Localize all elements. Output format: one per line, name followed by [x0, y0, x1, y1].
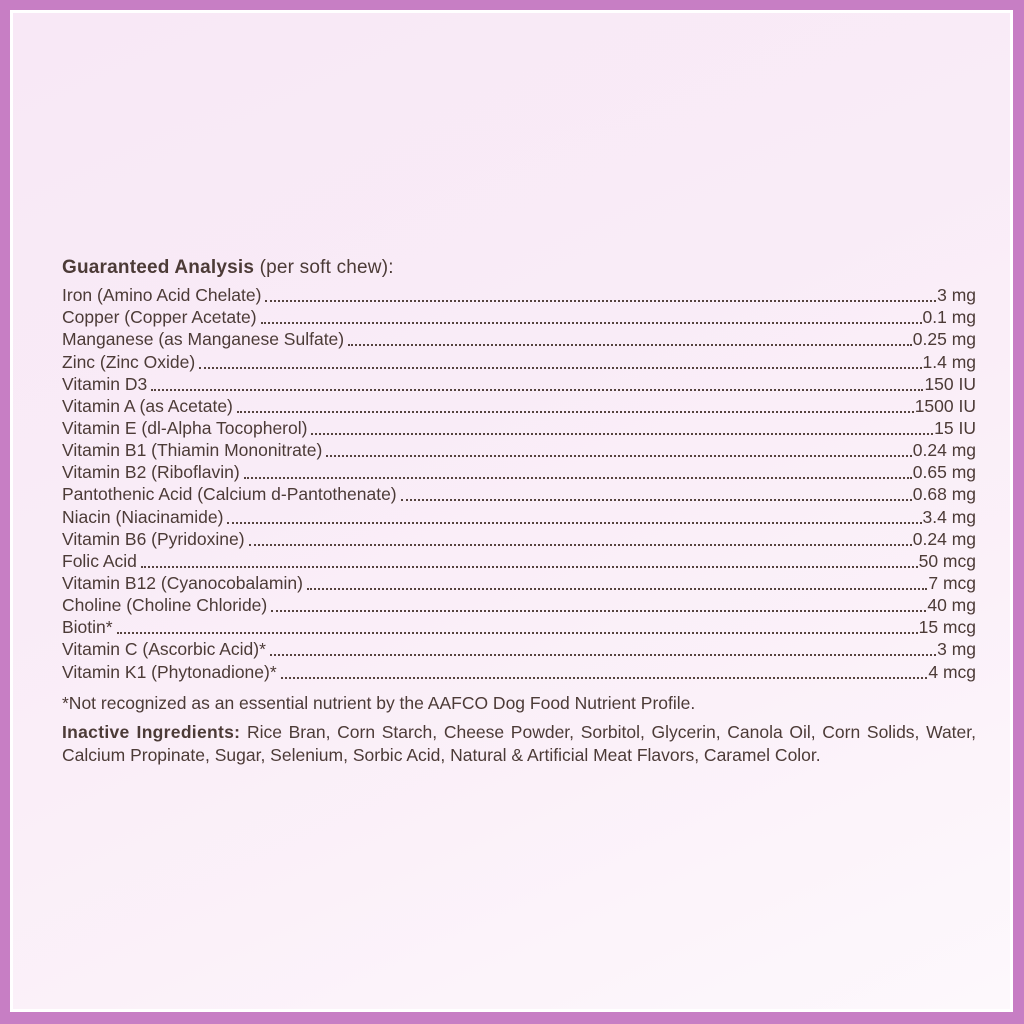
- nutrient-label: Folic Acid: [62, 550, 137, 571]
- nutrient-value: 0.24 mg: [912, 440, 976, 461]
- dot-leader: [237, 411, 914, 413]
- nutrient-value: 0.65 mg: [912, 462, 976, 483]
- nutrient-label: Vitamin D3: [62, 373, 148, 394]
- dot-leader: [307, 588, 927, 590]
- nutrient-row: [62, 461, 976, 483]
- nutrient-row: [62, 328, 976, 350]
- nutrient-label: Vitamin B1 (Thiamin Mononitrate): [62, 440, 323, 461]
- nutrient-label: Copper (Copper Acetate): [62, 307, 257, 328]
- nutrient-row: [62, 395, 976, 417]
- nutrient-row: [62, 616, 976, 638]
- nutrient-label: Vitamin B2 (Riboflavin): [62, 462, 240, 483]
- nutrient-row: [62, 284, 976, 306]
- nutrient-row: [62, 638, 976, 660]
- dot-leader: [151, 389, 923, 391]
- aafco-footnote: *Not recognized as an essential nutrient by the AAFCO Dog Food Nutrient Profile.: [62, 692, 696, 713]
- nutrient-row: [62, 306, 976, 328]
- nutrient-label: Vitamin E (dl-Alpha Tocopherol): [62, 417, 308, 438]
- nutrient-value: 3.4 mg: [922, 506, 976, 527]
- guaranteed-analysis-title: [62, 256, 976, 279]
- nutrient-label: Vitamin K1 (Phytonadione)*: [62, 661, 277, 682]
- nutrient-value: 7 mcg: [928, 572, 976, 593]
- nutrient-value: 0.24 mg: [912, 528, 976, 549]
- nutrient-row: [62, 505, 976, 527]
- dot-leader: [265, 300, 936, 302]
- nutrient-value: 3 mg: [937, 639, 976, 660]
- inactive-ingredients-text: Rice Bran, Corn Starch, Cheese Powder, Sorbitol, Glycerin, Canola Oil, Corn Solids, Water, Calcium Propinate, Sugar, Selenium, Sorbic Acid, Natural & Artificial Meat Flavors, Caramel Color.: [62, 721, 977, 766]
- nutrient-row: [62, 550, 976, 572]
- nutrient-value: 150 IU: [924, 373, 976, 394]
- dot-leader: [199, 367, 921, 369]
- dot-leader: [244, 477, 912, 479]
- nutrient-row: [62, 528, 976, 550]
- nutrient-label: Biotin*: [62, 617, 113, 638]
- nutrient-value: 3 mg: [937, 285, 976, 306]
- nutrient-row: [62, 373, 976, 395]
- nutrient-row: [62, 660, 976, 682]
- label-frame: [10, 10, 1013, 1012]
- nutrient-label: Vitamin C (Ascorbic Acid)*: [62, 639, 266, 660]
- nutrient-value: 40 mg: [927, 595, 976, 616]
- dot-leader: [249, 544, 912, 546]
- nutrient-label: Vitamin A (as Acetate): [62, 395, 233, 416]
- nutrient-label: Niacin (Niacinamide): [62, 506, 224, 527]
- nutrient-label: Iron (Amino Acid Chelate): [62, 285, 262, 306]
- dot-leader: [117, 632, 918, 634]
- nutrient-row: [62, 350, 976, 372]
- dot-leader: [261, 322, 922, 324]
- dot-leader: [348, 344, 912, 346]
- nutrient-value: 15 mcg: [918, 617, 976, 638]
- dot-leader: [401, 499, 912, 501]
- inactive-ingredients-heading: Inactive Ingredients:: [62, 721, 241, 742]
- nutrient-row: [62, 439, 976, 461]
- dot-leader: [141, 566, 918, 568]
- nutrient-table: [62, 284, 976, 683]
- nutrient-value: 15 IU: [934, 417, 976, 438]
- nutrient-row: [62, 417, 976, 439]
- nutrient-value: 4 mcg: [928, 661, 976, 682]
- nutrient-label: Vitamin B6 (Pyridoxine): [62, 528, 245, 549]
- nutrient-label: Zinc (Zinc Oxide): [62, 351, 196, 372]
- inactive-ingredients: [62, 721, 976, 768]
- guaranteed-analysis-title-suffix: (per soft chew):: [254, 257, 394, 278]
- dot-leader: [270, 654, 936, 656]
- dot-leader: [271, 610, 926, 612]
- dot-leader: [281, 677, 928, 679]
- nutrient-row: [62, 594, 976, 616]
- nutrient-value: 1500 IU: [914, 395, 976, 416]
- nutrient-value: 50 mcg: [918, 550, 976, 571]
- nutrient-label: Pantothenic Acid (Calcium d-Pantothenate): [62, 484, 397, 505]
- nutrient-value: 0.1 mg: [922, 307, 976, 328]
- nutrient-row: [62, 483, 976, 505]
- label-content: [62, 256, 976, 768]
- nutrient-label: Vitamin B12 (Cyanocobalamin): [62, 572, 303, 593]
- nutrient-value: 1.4 mg: [922, 351, 976, 372]
- nutrient-value: 0.25 mg: [912, 329, 976, 350]
- nutrient-row: [62, 572, 976, 594]
- dot-leader: [311, 433, 933, 435]
- dot-leader: [326, 455, 911, 457]
- dot-leader: [227, 522, 921, 524]
- nutrient-label: Choline (Choline Chloride): [62, 595, 268, 616]
- nutrient-label: Manganese (as Manganese Sulfate): [62, 329, 345, 350]
- guaranteed-analysis-title-bold: Guaranteed Analysis: [62, 257, 255, 278]
- nutrient-value: 0.68 mg: [912, 484, 976, 505]
